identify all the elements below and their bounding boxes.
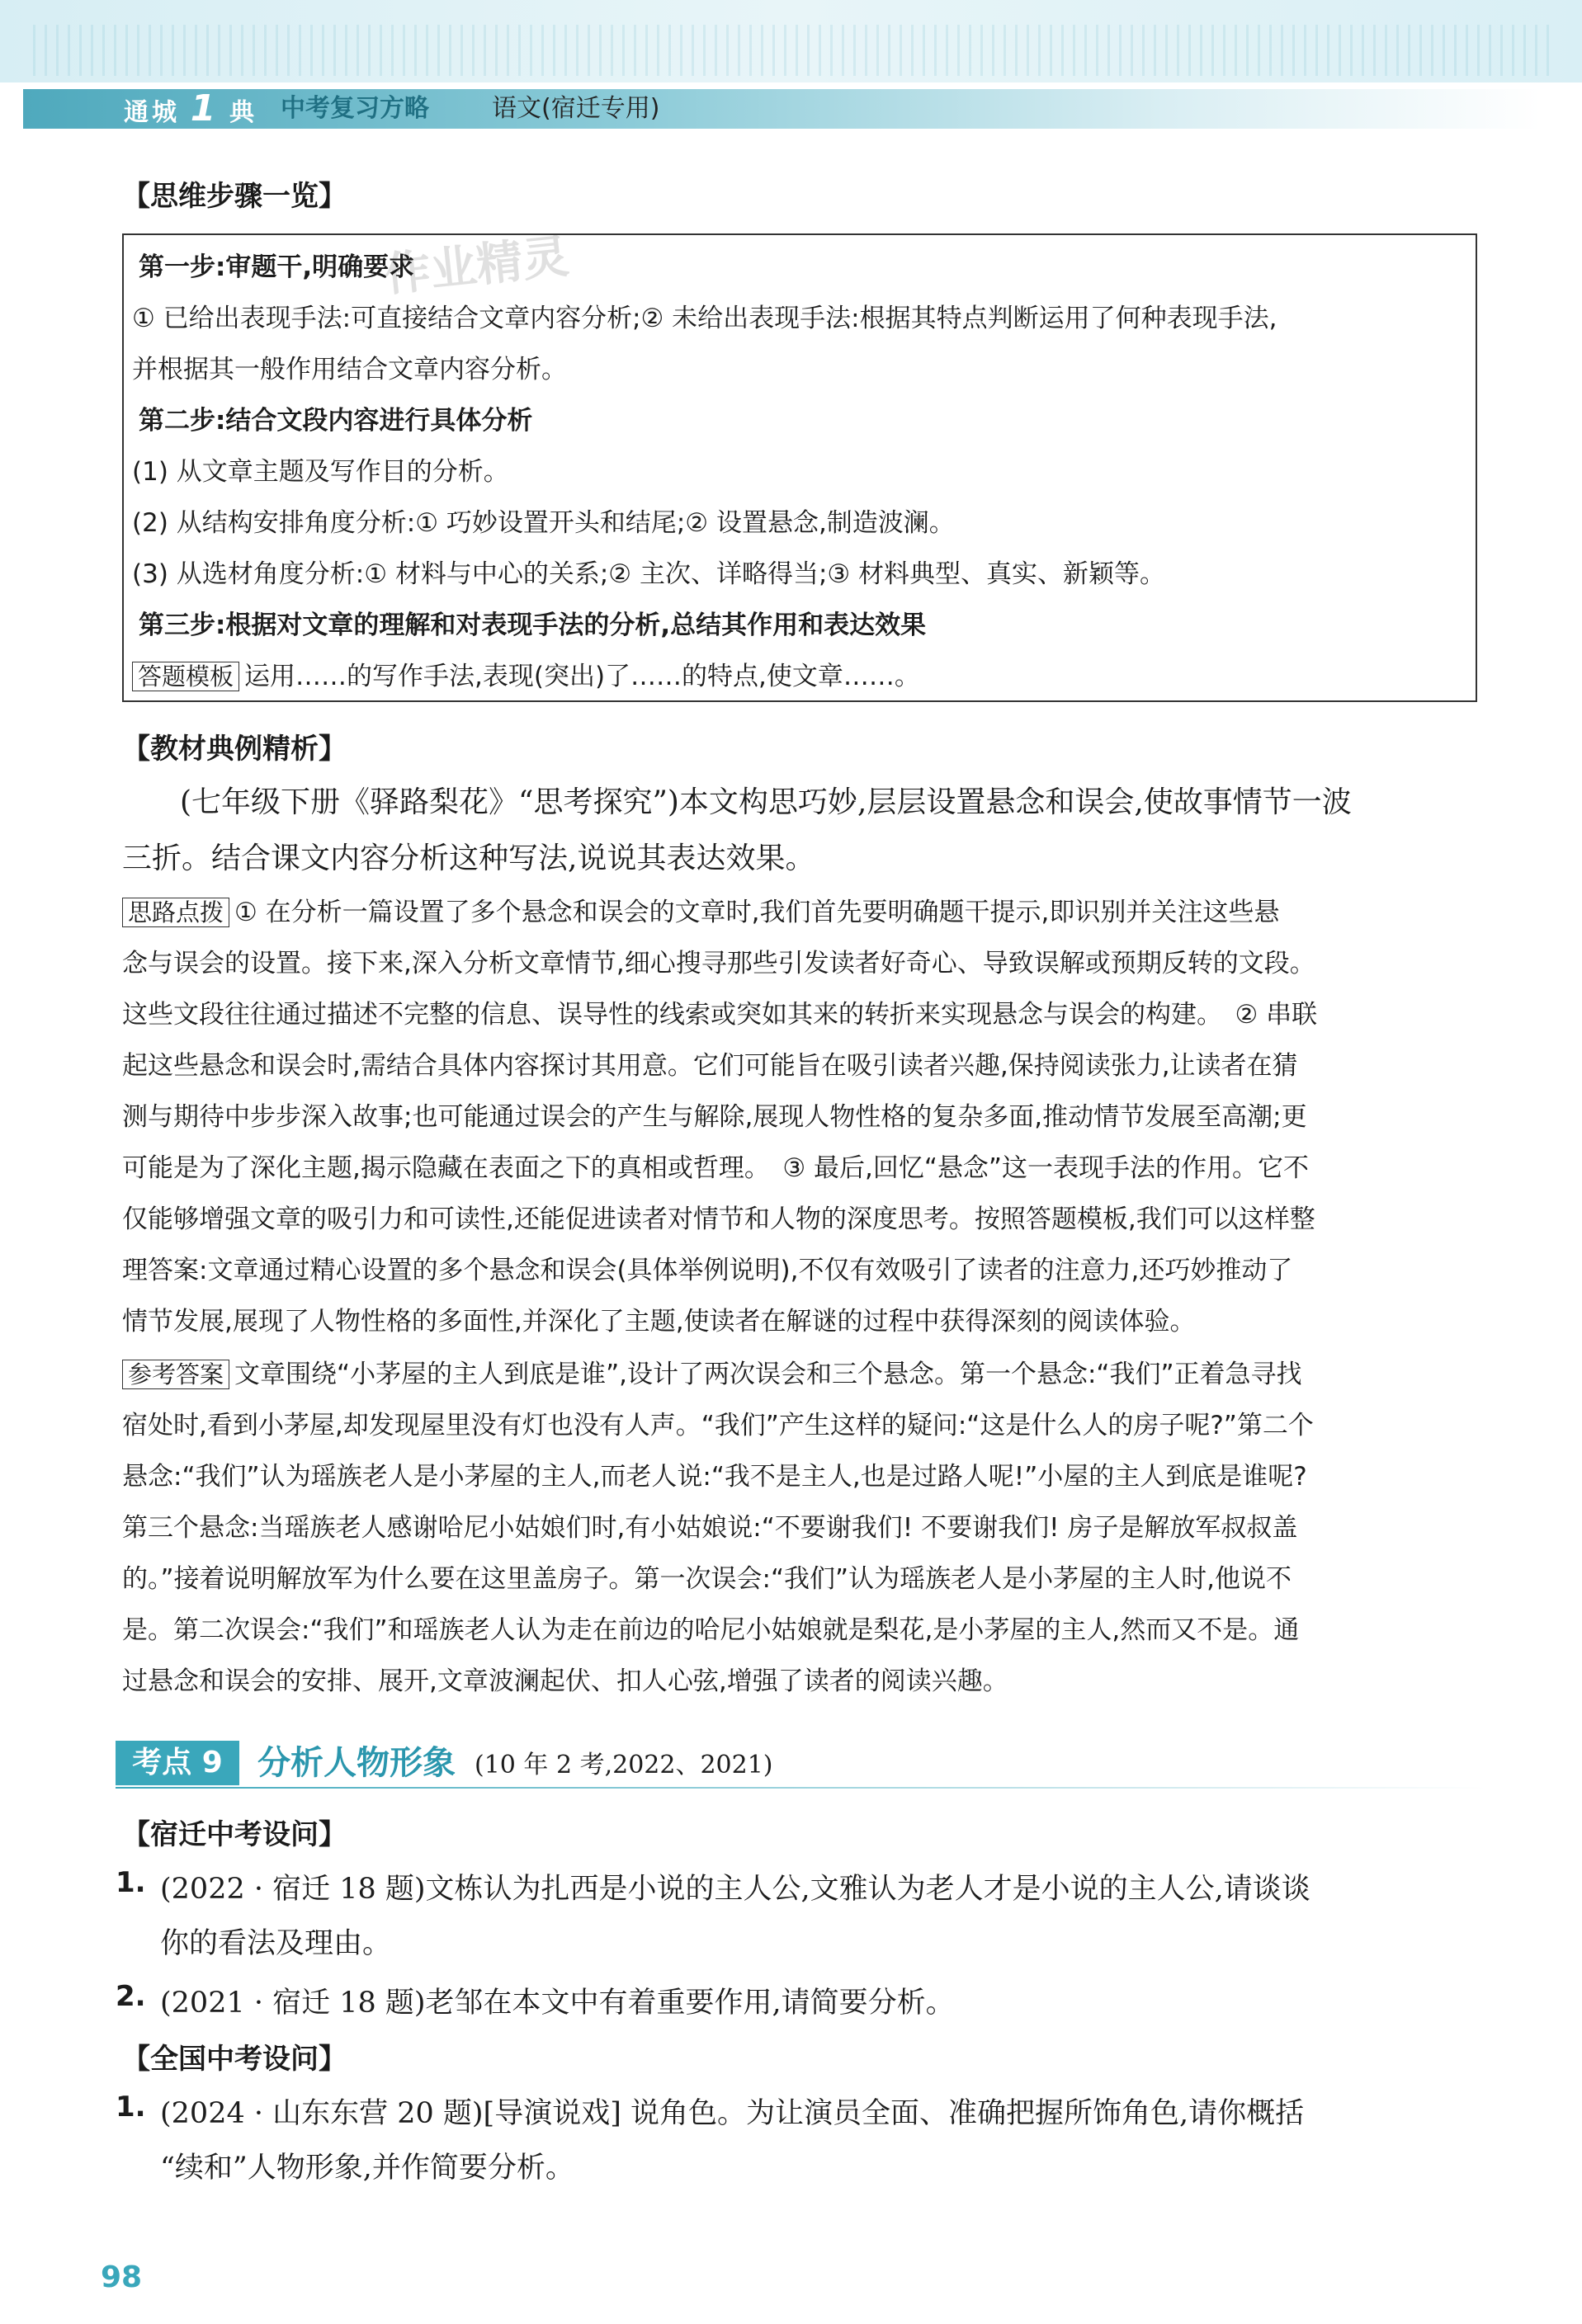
answer-template: 答题模板 运用……的写作手法,表现(突出)了……的特点,使文章……。 — [132, 655, 920, 692]
hint-line-1: 思路点拨 ① 在分析一篇设置了多个悬念和误会的文章时,我们首先要明确题干提示,即识别并关注这些悬 — [122, 891, 1279, 928]
section-rule — [116, 1787, 1485, 1789]
answer-line: 悬念:“我们”认为瑶族老人是小茅屋的主人,而老人说:“我不是主人,也是过路人呢!”小屋的主人到底是谁呢? — [122, 1462, 1307, 1492]
answer-line: 的。”接着说明解放军为什么要在这里盖房子。第一次误会:“我们”认为瑶族老人是小茅屋的主人时,他说不 — [122, 1564, 1292, 1594]
hint-line: 理答案:文章通过精心设置的多个悬念和误会(具体举例说明),不仅有效吸引了读者的注意力,还巧妙推动了 — [122, 1256, 1293, 1285]
step2-item-1: (1) 从文章主题及写作目的分析。 — [132, 457, 509, 487]
page-number: 98 — [101, 2260, 143, 2294]
question-number: 2. — [116, 1980, 146, 2013]
answer-line: 第三个悬念:当瑶族老人感谢哈尼小姑娘们时,有小姑娘说:“不要谢我们! 不要谢我们! 房子是解放军叔叔盖 — [122, 1513, 1298, 1543]
example-heading: 【教材典例精析】 — [122, 733, 347, 766]
steps-heading: 【思维步骤一览】 — [122, 180, 347, 213]
answer-line: 是。第二次误会:“我们”和瑶族老人认为走在前边的哈尼小姑娘就是梨花,是小茅屋的主人,然而又不是。通 — [122, 1615, 1300, 1645]
step1-line-b: 并根据其一般作用结合文章内容分析。 — [132, 355, 567, 384]
answer-tag: 参考答案 — [122, 1360, 229, 1389]
step2-title: 第二步:结合文段内容进行具体分析 — [139, 406, 533, 436]
question-text: “续和”人物形象,并作简要分析。 — [160, 2152, 574, 2185]
question-line-1: (七年级下册《驿路梨花》“思考探究”)本文构思巧妙,层层设置悬念和误会,使故事情节一波 — [180, 785, 1352, 819]
step2-item-2: (2) 从结构安排角度分析:① 巧妙设置开头和结尾;② 设置悬念,制造波澜。 — [132, 508, 955, 538]
step1-title: 第一步:审题干,明确要求 — [139, 252, 415, 282]
top-decorative-band — [0, 0, 1582, 82]
question-text: (2022 · 宿迁 18 题)文栋认为扎西是小说的主人公,文雅认为老人才是小说的主人公,请谈谈 — [160, 1873, 1310, 1906]
question-text: 你的看法及理由。 — [160, 1927, 392, 1960]
book-subtitle: 中考复习方略 — [281, 94, 429, 123]
question-text: (2024 · 山东东营 20 题)[导演说戏] 说角色。为让演员全面、准确把握所饰角色,请你概括 — [160, 2097, 1305, 2130]
hint-tag: 思路点拨 — [122, 898, 229, 927]
suqian-heading: 【宿迁中考设问】 — [122, 1818, 347, 1851]
answer-line: 宿处时,看到小茅屋,却发现屋里没有灯也没有人声。“我们”产生这样的疑问:“这是什么人的房子呢?”第二个 — [122, 1411, 1314, 1440]
hint-line: 起这些悬念和误会时,需结合具体内容探讨其用意。它们可能旨在吸引读者兴趣,保持阅读张力,让读者在猜 — [122, 1051, 1298, 1081]
question-number: 1. — [116, 1866, 146, 1899]
answer-template-tag: 答题模板 — [132, 662, 239, 691]
step3-title: 第三步:根据对文章的理解和对表现手法的分析,总结其作用和表达效果 — [139, 610, 927, 640]
answer-line-1: 参考答案 文章围绕“小茅屋的主人到底是谁”,设计了两次误会和三个悬念。第一个悬念:“我们”正着急寻找 — [122, 1353, 1302, 1390]
hint-line: 念与误会的设置。接下来,深入分析文章情节,细心搜寻那些引发读者好奇心、导致误解或预期反转的文段。 — [122, 949, 1315, 978]
hint-line: 测与期待中步步深入故事;也可能通过误会的产生与解除,展现人物性格的复杂多面,推动情节发展至高潮;更 — [122, 1102, 1307, 1132]
hint-line: 情节发展,展现了人物性格的多面性,并深化了主题,使读者在解谜的过程中获得深刻的阅读体验。 — [122, 1307, 1196, 1336]
hint-line: 仅能够增强文章的吸引力和可读性,还能促进读者对情节和人物的深度思考。按照答题模板,我们可以这样整 — [122, 1204, 1315, 1234]
section-chip: 考点 9 — [116, 1741, 239, 1785]
book-subject: 语文(宿迁专用) — [492, 94, 660, 123]
question-line-2: 三折。结合课文内容分析这种写法,说说其表达效果。 — [122, 841, 815, 875]
series-name: 通城 1 典 — [124, 87, 257, 130]
hint-line: 这些文段往往通过描述不完整的信息、误导性的线索或突如其来的转折来实现悬念与误会的构建。 ② 串联 — [122, 1000, 1318, 1030]
section-note: (10 年 2 考,2022、2021) — [475, 1751, 773, 1780]
answer-line: 过悬念和误会的安排、展开,文章波澜起伏、扣人心弦,增强了读者的阅读兴趣。 — [122, 1666, 1008, 1696]
watermark: 作业精灵 — [381, 229, 572, 303]
section-title: 分析人物形象 — [257, 1744, 456, 1782]
step1-line-a: ① 已给出表现手法:可直接结合文章内容分析;② 未给出表现手法:根据其特点判断运用了何种表现手法, — [132, 304, 1277, 333]
hint-line: 可能是为了深化主题,揭示隐藏在表面之下的真相或哲理。 ③ 最后,回忆“悬念”这一表现手法的作用。它不 — [122, 1153, 1309, 1183]
step2-item-3: (3) 从选材角度分析:① 材料与中心的关系;② 主次、详略得当;③ 材料典型、真实、新颖等。 — [132, 559, 1166, 589]
national-heading: 【全国中考设问】 — [122, 2043, 347, 2076]
question-text: (2021 · 宿迁 18 题)老邹在本文中有着重要作用,请简要分析。 — [160, 1987, 955, 2020]
question-number: 1. — [116, 2091, 146, 2124]
